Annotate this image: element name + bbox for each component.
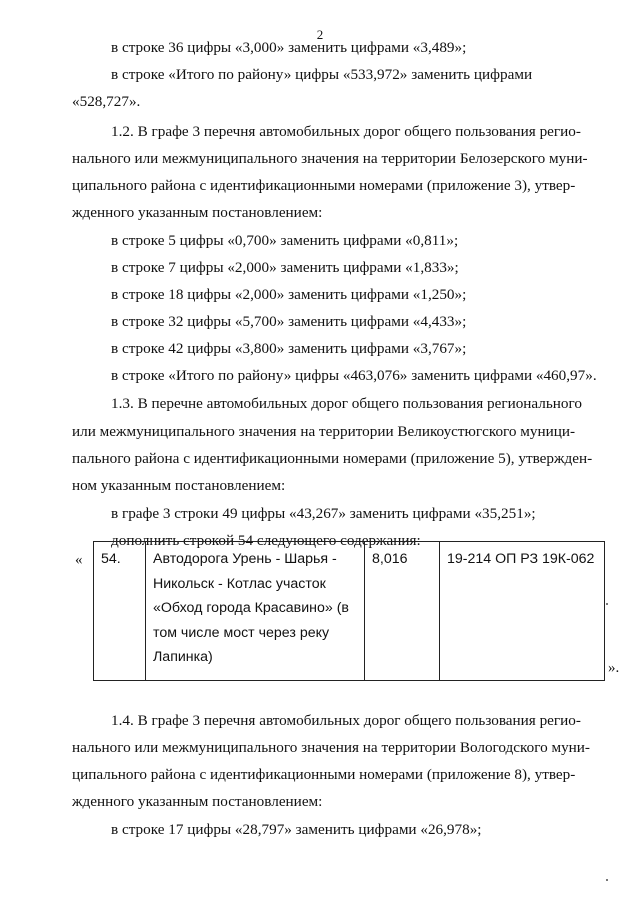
text-line: или межмуниципального значения на территории Великоустюгского муници- (72, 423, 576, 440)
cell-id-number: 19-214 ОП РЗ 19К-062 (440, 542, 605, 681)
text-line: пального района с идентификационными номерами (приложение 5), утвержден- (72, 450, 593, 467)
cell-road-name (146, 542, 365, 681)
text-line: в строке 32 цифры «5,700» заменить цифрами «4,433»; (111, 313, 467, 330)
road-name-line: «Обход города Красавино» (в (153, 600, 349, 616)
text-line: в строке 18 цифры «2,000» заменить цифрами «1,250»; (111, 286, 467, 303)
text-line: «528,727». (72, 93, 141, 110)
road-name-line: Автодорога Урень - Шарья - (153, 551, 337, 567)
road-name-line: Лапинка) (153, 649, 213, 665)
closing-quote: ». (608, 660, 620, 676)
cell-number: 54. (94, 542, 146, 681)
road-name-line: том числе мост через реку (153, 624, 330, 641)
text-line: 1.4. В графе 3 перечня автомобильных дорог общего пользования регио- (111, 712, 581, 729)
text-line: жденного указанным постановлением: (72, 793, 323, 810)
text-line: 1.2. В графе 3 перечня автомобильных дорог общего пользования регио- (111, 123, 581, 140)
cell-length: 8,016 (365, 542, 440, 681)
text-line: ном указанным постановлением: (72, 477, 286, 494)
text-line: в строке «Итого по району» цифры «463,076» заменить цифрами «460,97». (111, 367, 597, 384)
text-line: в строке «Итого по району» цифры «533,972» заменить цифрами (111, 66, 533, 83)
text-line: ципального района с идентификационными номерами (приложение 8), утвер- (72, 766, 576, 783)
opening-quote: « (75, 552, 83, 568)
scan-speck (606, 879, 608, 881)
road-table (93, 541, 605, 681)
text-line: в строке 7 цифры «2,000» заменить цифрами «1,833»; (111, 259, 459, 276)
text-line: в строке 17 цифры «28,797» заменить цифрами «26,978»; (111, 821, 482, 838)
text-line: дополнить строкой 54 следующего содержания: (111, 532, 421, 549)
table-row (94, 542, 605, 681)
text-line: в строке 5 цифры «0,700» заменить цифрами «0,811»; (111, 232, 459, 249)
text-line: нального или межмуниципального значения на территории Вологодского муни- (72, 739, 590, 756)
text-line: нального или межмуниципального значения на территории Белозерского муни- (72, 150, 588, 167)
text-line: в строке 42 цифры «3,800» заменить цифрами «3,767»; (111, 340, 467, 357)
text-line: жденного указанным постановлением: (72, 204, 323, 221)
road-name-line: Никольск - Котлас участок (153, 575, 326, 592)
text-line: ципального района с идентификационными номерами (приложение 3), утвер- (72, 177, 576, 194)
text-line: 1.3. В перечне автомобильных дорог общего пользования регионального (111, 395, 582, 412)
scan-speck (606, 603, 608, 605)
text-line: в графе 3 строки 49 цифры «43,267» заменить цифрами «35,251»; (111, 505, 536, 522)
text-line: в строке 36 цифры «3,000» заменить цифрами «3,489»; (111, 39, 467, 56)
page-number: 2 (316, 27, 324, 42)
